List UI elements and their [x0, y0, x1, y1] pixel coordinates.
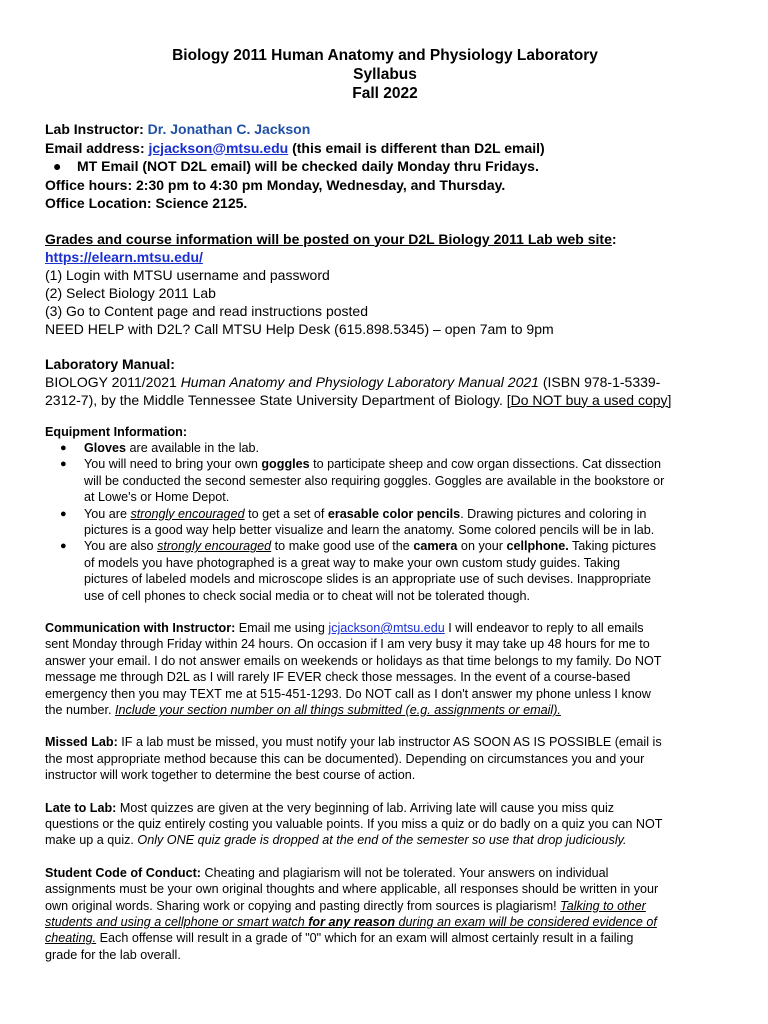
list-item: [60, 440, 725, 456]
d2l-step: (1) Login with MTSU username and password: [45, 266, 330, 283]
gloves-text: are available in the lab.: [126, 440, 260, 455]
camera-text: on your: [457, 539, 507, 554]
missed-lab-text: IF a lab must be missed, you must notify your lab instructor AS SOON AS IS POSSIBLE (email is: [117, 735, 662, 750]
conduct-section: [45, 865, 725, 963]
communication-text: Email me using: [235, 620, 329, 635]
communication-email-link[interactable]: jcjackson@mtsu.edu: [328, 620, 445, 635]
late-lab-section: [45, 800, 725, 849]
document-title: [45, 46, 725, 103]
communication-section: [45, 620, 725, 718]
gloves-label: Gloves: [84, 440, 126, 455]
conduct-text: Each offense will result in a grade of "0" which for an exam will almost certainly result in a failing: [96, 931, 634, 946]
pencils-text: pictures is a good way help better visualize and learn the anatomy. Some colored pencils will be in lab.: [84, 522, 655, 537]
d2l-heading-colon: :: [611, 230, 617, 247]
email-label: Email address:: [45, 139, 145, 156]
title-line: Biology 2011 Human Anatomy and Physiology Laboratory: [172, 47, 598, 64]
pencils-emphasis: strongly encouraged: [130, 506, 245, 521]
conduct-emphasis-bold: for any reason: [308, 915, 396, 930]
communication-text: sent Monday through Friday within 24 hours. On occasion if I am very busy it may take up 48 hours for me to: [45, 637, 650, 652]
instructor-name: Dr. Jonathan C. Jackson: [147, 121, 311, 137]
pencils-text: You are: [84, 506, 131, 521]
conduct-text: assignments must be your own original thoughts and where applicable, all responses should be written in your: [45, 882, 659, 897]
camera-text: to make good use of the: [271, 539, 414, 554]
list-item: [60, 506, 725, 539]
equipment-heading: Equipment Information:: [45, 424, 188, 439]
d2l-help: NEED HELP with D2L? Call MTSU Help Desk (615.898.5345) – open 7am to 9pm: [45, 320, 554, 337]
pencils-text: to get a set of: [244, 506, 328, 521]
missed-lab-text: instructor will work together to determine the best course of action.: [45, 768, 416, 783]
camera-text: pictures of labeled models and microscope slides is an appropriate use of such devises. Inappropriate: [84, 572, 652, 587]
term-line: Fall 2022: [352, 85, 418, 102]
subtitle-line: Syllabus: [353, 66, 417, 83]
bullet-dot-icon: ●: [60, 540, 67, 553]
missed-lab-label: Missed Lab:: [45, 735, 118, 750]
d2l-step: (3) Go to Content page and read instructions posted: [45, 302, 368, 319]
email-bullet-text: MT Email (NOT D2L email) will be checked daily Monday thru Fridays.: [77, 158, 539, 174]
d2l-heading: Grades and course information will be posted on your D2L Biology 2011 Lab web site: [45, 230, 612, 247]
camera-text: of models you have photographed is a great way to make your own custom study guides. Taking: [84, 555, 621, 570]
manual-text: 2312-7), by the Middle Tennessee State University Department of Biology.: [45, 391, 507, 408]
email-note: (this email is different than D2L email): [292, 139, 545, 156]
manual-text: (ISBN 978-1-5339-: [538, 373, 661, 390]
list-item: [60, 538, 725, 604]
conduct-label: Student Code of Conduct:: [45, 865, 201, 880]
late-lab-text: make up a quiz.: [45, 833, 138, 848]
quiz-drop-note: Only ONE quiz grade is dropped at the end of the semester so use that drop judiciously.: [137, 833, 627, 848]
email-bullet: [45, 157, 725, 176]
conduct-emphasis: students and using a cellphone or smart watch: [45, 915, 309, 930]
office-hours: Office hours: 2:30 pm to 4:30 pm Monday, Wednesday, and Thursday.: [45, 176, 506, 193]
bullet-dot-icon: ●: [60, 458, 67, 471]
d2l-step: (2) Select Biology 2011 Lab: [45, 284, 216, 301]
d2l-url-link[interactable]: https://elearn.mtsu.edu/: [45, 248, 203, 265]
camera-emphasis: strongly encouraged: [157, 539, 272, 554]
late-lab-label: Late to Lab:: [45, 800, 117, 815]
syllabus-page: [45, 46, 725, 963]
camera-text: use of cell phones to check social media or to cheat will not be tolerated though.: [84, 588, 530, 603]
conduct-text: own original words. Sharing work or copying and pasting directly from sources is plagiarism!: [45, 898, 561, 913]
communication-text: the number.: [45, 703, 116, 717]
bullet-dot-icon: ●: [60, 507, 67, 520]
bullet-dot-icon: ●: [53, 158, 62, 174]
communication-label: Communication with Instructor:: [45, 620, 236, 635]
communication-text: answer your email. I do not answer emails on weekends or holidays as that time belongs to my family. Do NOT: [45, 653, 662, 668]
missed-lab-text: the most appropriate method because this can be documented). Depending on circumstances you and your: [45, 751, 645, 766]
goggles-text: will be conducted the second semester also requiring goggles. Goggles are available in the bookstore or: [84, 473, 665, 488]
manual-text: BIOLOGY 2011/2021: [45, 373, 181, 390]
equipment-section: [45, 424, 725, 604]
manual-heading: Laboratory Manual:: [45, 355, 175, 372]
missed-lab-section: [45, 734, 725, 783]
camera-text: Taking pictures: [568, 539, 657, 554]
conduct-emphasis: during an exam will be considered evidence of: [395, 915, 657, 930]
camera-label: camera: [413, 539, 458, 554]
pencils-label: erasable color pencils: [327, 506, 461, 521]
goggles-text: to participate sheep and cow organ dissections. Cat dissection: [309, 457, 662, 472]
instructor-section: [45, 120, 725, 213]
goggles-label: goggles: [261, 457, 310, 472]
list-item: [60, 456, 725, 505]
goggles-text: at Lowe's or Home Depot.: [84, 490, 230, 505]
goggles-text: You will need to bring your own: [84, 457, 262, 472]
camera-text: You are also: [84, 539, 158, 554]
cellphone-label: cellphone.: [506, 539, 569, 554]
conduct-emphasis: cheating.: [45, 931, 97, 946]
instructor-label: Lab Instructor:: [45, 121, 144, 137]
communication-text: emergency then you may TEXT me at 515-451-1293. Do NOT call as I don't answer my phone unless I know: [45, 686, 651, 701]
bullet-dot-icon: ●: [60, 441, 67, 454]
conduct-emphasis: Talking to other: [560, 898, 646, 913]
late-lab-text: questions or the quiz entirely costing you valuable points. If you miss a quiz or do badly on a quiz you can NOT: [45, 817, 663, 832]
pencils-text: . Drawing pictures and coloring in: [460, 506, 647, 521]
section-number-note: Include your section number on all things submitted (e.g. assignments or email).: [115, 703, 561, 717]
conduct-text: grade for the lab overall.: [45, 947, 181, 962]
instructor-email-link[interactable]: jcjackson@mtsu.edu: [148, 139, 289, 156]
manual-used-copy-note: [Do NOT buy a used copy]: [506, 391, 672, 408]
manual-title: Human Anatomy and Physiology Laboratory Manual 2021: [180, 373, 539, 390]
communication-text: I will endeavor to reply to all emails: [444, 620, 644, 635]
d2l-section: [45, 230, 725, 338]
equipment-list: [45, 440, 725, 604]
office-location: Office Location: Science 2125.: [45, 195, 248, 211]
manual-section: [45, 355, 725, 409]
communication-text: message me through D2L as I will rarely IF EVER check those messages. In the event of a course-based: [45, 670, 631, 685]
conduct-text: Cheating and plagiarism will not be tolerated. Your answers on individual: [201, 865, 609, 880]
late-lab-text: Most quizzes are given at the very beginning of lab. Arriving late will cause you miss quiz: [116, 800, 615, 815]
